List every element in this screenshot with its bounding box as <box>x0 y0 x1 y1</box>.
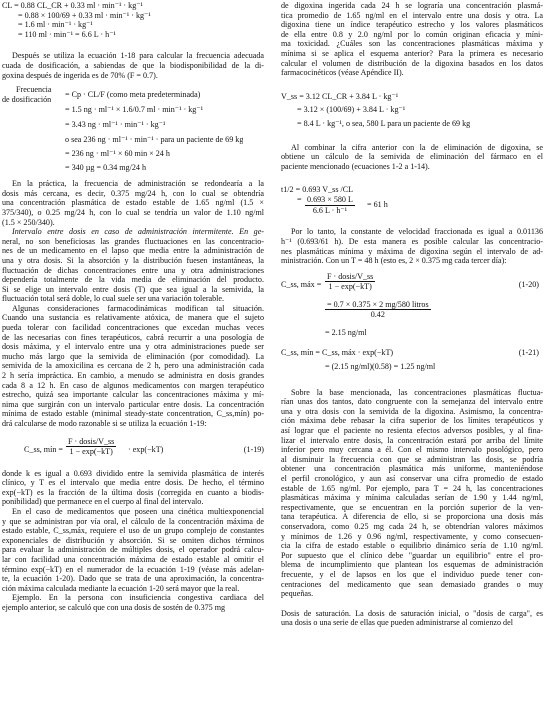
text-line: mínima si se aplica el esquema anterior? Para la primera es necesario <box>281 48 543 58</box>
paragraph <box>2 227 264 304</box>
equation-number: (1-20) <box>518 279 539 289</box>
text-line: ejemplo anterior, se calculó que con una dosis de sostén de 0.375 mg <box>2 602 226 612</box>
equation-1-20 <box>281 272 543 344</box>
paragraph <box>2 179 264 227</box>
text-line: exponenciales de distribución y absorción. Si se omiten dichos términos <box>2 535 264 545</box>
equation-line: C_ss, mín = C_ss, máx · exp(−kT) <box>281 347 394 357</box>
text-line: de las necesarias con fines terapéuticos, cabrá recurrir a una posología de <box>2 332 264 342</box>
equation-fraction <box>305 195 355 215</box>
text-line: dosis más cercana, es decir, 0.375 mg/24 h, con lo cual se obtendría <box>2 188 264 198</box>
text-line: donde k es igual a 0.693 dividido entre la semivida plasmática de interés <box>2 468 264 478</box>
text-line: centraciones del medicamento que sean demasiado grandes o muy <box>281 579 543 589</box>
equation-line: V_ss = 3.12 CL_CR + 3.84 L · kg⁻¹ <box>281 91 399 101</box>
text-line: de digoxina ingerida cada 24 h se lograría una concentración plasmá- <box>281 1 543 10</box>
text-line: ponibilidad) que permanece en el cuerpo al final del intervalo. <box>2 497 204 507</box>
equation-lhs: C_ss, mín = <box>24 444 63 454</box>
text-line: rían unas dos tantos, dato congruente con la semejanza del intervalo entre <box>281 397 543 407</box>
text-line: frecuente, y el de lapsos en los que el individuo puede tener con- <box>281 569 543 579</box>
text-line: conservadora, como 0.25 mg cada 24 h, se obtendrían valores máximos <box>281 522 543 531</box>
equation-fraction <box>325 272 375 292</box>
text-line: fluctuación total será doble, lo cual suele ser una variación tolerable. <box>2 294 225 304</box>
equation-line: = 3.12 × (100/69) + 3.84 L · kg⁻¹ <box>297 105 406 115</box>
equation-line: CL = 0.88 CL_CR + 0.33 ml · min⁻¹ · kg⁻¹ <box>2 1 143 10</box>
text-line: para evaluar la administración de múltiples dosis, el operador podrá calcu- <box>2 545 264 555</box>
text-line: obtiene un cálculo de la semivida de eliminación del fármaco en el <box>281 152 543 162</box>
text-line: 375/340), o 0.25 mg/24 h, con lo cual se tendría un valor de 1.10 ng/ml <box>2 207 264 217</box>
equation-number: (1-21) <box>518 347 539 357</box>
text-line: dosis máxima, y el intervalo entre una y otra administraciones puede ser <box>2 342 264 352</box>
text-line: el perfil cronológico, y aun así conservar una cifra promedio de estado <box>281 474 543 484</box>
equation-line: = 110 ml · min⁻¹ = 6.6 L · h⁻¹ <box>18 29 116 39</box>
text-line: (1.5 × 250/340). <box>2 217 55 227</box>
text-line: calcular el volumen de distribución de la digoxina basados en los datos <box>281 58 543 68</box>
text-line: Sobre la base mencionada, las concentraciones plasmáticas fluctua- <box>291 387 543 397</box>
text-line: nes plasmáticas mínima y máxima de digoxina según el intervalo de ad- <box>281 246 543 256</box>
text-line: estable de 1.65 ng/ml. Por ejemplo, para T = 24 h, las concentraciones <box>281 483 543 493</box>
text-line: clínico, y T es el intervalo que media entre dosis. De hecho, el término <box>2 478 264 488</box>
equation-line: = 1.6 ml · min⁻¹ · kg⁻¹ <box>18 20 93 30</box>
equation-label: de dosificación <box>2 95 52 105</box>
text-line: paciente mencionado (ecuaciones 1-2 a 1-14). <box>281 161 430 171</box>
text-line: estrecho, quizá sea importante calcular las concentraciones máxima y mí- <box>2 390 264 400</box>
paragraph <box>2 469 264 507</box>
vss-equation-block <box>281 92 543 129</box>
text-line: así lograr que el paciente no resienta efectos adversos posibles, y al fina- <box>281 426 543 436</box>
text-line: ma toxicidad. ¿Cuáles son las concentraciones plasmáticas máxima y <box>281 39 543 49</box>
equation-line: = 8.4 L · kg⁻¹, o sea, 580 L para un paciente de 69 kg <box>297 118 471 128</box>
text-line: dependería totalmente de la vida media de eliminación del producto. <box>2 275 264 285</box>
text-line: y mínimos de 1.26 y 0.96 ng/ml, respectivamente, y como consecuen- <box>281 531 543 541</box>
paragraph <box>281 388 543 599</box>
text-line: una dosis o una serie de ellas que pueden administrarse al comienzo del <box>281 618 513 628</box>
equation-label: Frecuencia <box>16 85 52 95</box>
text-line: te, la ecuación 1-20). Dado que se trata de una aproximación, la concentra- <box>2 574 264 584</box>
text-line: neral, no son beneficiosas las grandes fluctuaciones en las concentracio- <box>2 236 264 246</box>
equals-sign: = <box>297 195 302 205</box>
fraction-denominator: 1 − exp(−kT) <box>328 282 372 292</box>
fraction-numerator: 0.693 × 580 L <box>307 195 353 205</box>
equation-lhs: C_ss, máx = <box>281 279 322 289</box>
text-line: tana terapéutica. A diferencia de ello, si se proporciona una dosis más <box>281 512 543 522</box>
text-line: una concentración plasmática de estado estable de 1.65 ng/ml (1.5 × <box>2 198 264 208</box>
text-line: una y otra dosis con la semivida de la digoxina. Asimismo, la concentra- <box>281 406 543 416</box>
text-line: término exp(−kT) en el numerador de la ecuación 1-19 (véase más adelan- <box>2 564 264 574</box>
text-line: obtener una concentración plasmática más uniforme, manteniéndose <box>281 464 543 474</box>
right-column <box>281 0 543 628</box>
text-line: tica promedio de 1.65 ng/ml en el intervalo entre una dosis y otra. La <box>281 10 543 20</box>
text-line: Ejemplo. En la persona con insuficiencia congestiva cardiaca del <box>12 593 264 603</box>
text-line: nima que surgirán con un intervalo particular entre dosis. La concentración <box>2 399 264 409</box>
text-line: pueda tolerar con facilidad concentraciones que excedan muchas veces <box>2 323 264 333</box>
text-line: cada 8 a 12 h. En caso de algunos medicamentos con margen terapéutico <box>2 380 264 390</box>
left-column <box>2 0 264 613</box>
text-line: Al combinar la cifra anterior con la de eliminación de digoxina, se <box>291 142 543 152</box>
text-line: estado estable, C_ss,máx, requiere el uso de un grupo complejo de constantes <box>2 526 264 536</box>
equation-fraction <box>66 437 116 457</box>
text-line: semivida de la amoxicilina es cercana de 2 h, pero una administración cada <box>2 361 264 371</box>
text-line: respectivamente, que se encuentran en la porción superior de la ven- <box>281 502 543 512</box>
text-line: Intervalo entre dosis en caso de administración intermitente. En ge- <box>12 227 264 237</box>
equation-line: = 340 µg = 0.34 mg/24 h <box>65 163 147 173</box>
dosing-rate-equation-block <box>2 85 264 175</box>
text-line: digoxina tiene un índice terapéutico estrecho y los valores plasmáticos <box>281 20 543 30</box>
text-line: lizar el intervalo entre dosis, la concentración estará por arriba del límite <box>281 435 543 445</box>
paragraph <box>281 1 543 78</box>
text-line: farmacocinéticos (véase Apéndice II). <box>281 68 404 78</box>
text-line: mucho más largo que la semivida de eliminación (por comodidad). La <box>2 351 264 361</box>
text-line: 2 h sería impráctica. En cambio, a menudo se administra en dosis grandes <box>2 371 264 381</box>
equation-line: t1/2 = 0.693 V_ss /CL <box>281 185 354 195</box>
fraction-numerator: F · dosis/V_ss <box>68 436 115 446</box>
paragraph <box>281 227 543 265</box>
text-line: ministración. Con un T = 48 h (esto es, 2 × 0.375 mg cada tercer día): <box>281 256 507 266</box>
text-line: ción máxima debe rebasar la cifra superior de los límites terapéuticos y <box>281 416 543 426</box>
equation-line: = Cp · CL/F (como meta predeterminada) <box>65 90 201 100</box>
text-line: Algunas consideraciones farmacodinámicas modifican tal situación. <box>12 303 264 313</box>
text-line: pequeñas. <box>281 589 314 599</box>
fraction-numerator: = 0.7 × 0.375 × 2 mg/580 litros <box>327 299 429 309</box>
paragraph <box>281 609 543 628</box>
text-line: exp(−kT) es la fracción de la última dosis (corregida en cuanto a biodis- <box>2 487 264 497</box>
text-line: Por supuesto que el clínico debe "guardar un equilibrio" entre el pro- <box>281 550 543 560</box>
paragraph <box>2 507 264 593</box>
cl-equation-block <box>2 1 264 39</box>
paragraph <box>281 143 543 172</box>
fraction-denominator: 6.6 L · h⁻¹ <box>312 205 348 215</box>
text-line: Dosis de saturación. La dosis de saturación inicial, o "dosis de carga", es <box>281 608 543 618</box>
text-line: Cuando una sustancia es relativamente atóxica, de manera que el sujeto <box>2 313 264 323</box>
paragraph <box>2 51 264 80</box>
text-line: lar con facilidad una concentración máxima de estado estable al omitir el <box>2 554 264 564</box>
equation-line: = 0.88 × 100/69 + 0.33 ml · min⁻¹ · kg⁻¹ <box>18 10 151 20</box>
equation-fraction <box>325 300 431 320</box>
text-line: Por lo tanto, la constante de velocidad fraccionada es igual a 0.01136 <box>291 227 543 237</box>
text-line: goxina después de ingerida es de 70% (F = 0.7). <box>2 70 158 80</box>
text-line: ción máxima calculada mediante la ecuación 1-20 será mayor que la real. <box>2 583 240 593</box>
paragraph <box>2 593 264 612</box>
text-line: al disminuir la frecuencia con que se administran las dosis, se podría <box>281 454 543 464</box>
equation-result: = 2.15 ng/ml <box>325 327 367 337</box>
half-life-equation <box>281 185 543 217</box>
text-line: drá calcularse de modo razonable si se utiliza la ecuación 1-19: <box>2 419 207 428</box>
text-line: y que se administran por vía oral, el cálculo de la concentración máxima de <box>2 516 264 526</box>
text-line: de ella entre 0.8 y 2.0 ng/ml por lo común originan eficacia y míni- <box>281 29 543 39</box>
equation-line: o sea 236 ng · ml⁻¹ · min⁻¹ · para un paciente de 69 kg <box>65 135 244 145</box>
text-line: Después se utiliza la ecuación 1-18 para calcular la frecuencia adecuada <box>12 51 264 61</box>
text-line: una y otra dosis. Si la absorción y la distribución fuesen instantáneas, la <box>2 255 264 265</box>
fraction-denominator: 0.42 <box>370 310 385 320</box>
text-line: En la práctica, la frecuencia de administración se redondearía a la <box>12 179 264 189</box>
equation-tail: · exp(−kT) <box>128 444 164 454</box>
fraction-denominator: 1 − exp(−kT) <box>69 447 113 457</box>
text-line: cia la cifra de estado estable o equilibrio dinámico sería de 1.10 ng/ml. <box>281 541 543 551</box>
text-line: h⁻¹ (0.693/61 h). De esta manera es posible calcular las concentracio- <box>281 236 543 246</box>
equation-result: = 61 h <box>367 200 388 210</box>
equation-number: (1-19) <box>243 444 264 454</box>
equation-1-19 <box>2 437 264 463</box>
text-line: mínima de estado estable (minimal steady-state concentration, C_ss,mín) po- <box>2 409 264 419</box>
text-line: inferior pero muy cercana a él. Con el mismo intervalo posológico, pero <box>281 445 543 455</box>
equation-line: = 3.43 ng · ml⁻¹ · min⁻¹ · kg⁻¹ <box>65 120 166 130</box>
equation-1-21 <box>281 344 543 374</box>
equation-line: = 1.5 ng · ml⁻¹ × 1.6/0.7 ml · min⁻¹ · kg⁻¹ <box>65 105 204 115</box>
fraction-numerator: F · dosis/V_ss <box>327 271 374 281</box>
paragraph <box>2 304 264 429</box>
text-line: nes de un medicamento en el lapso que media entre la administración de <box>2 246 264 256</box>
text-line: Si se elige un intervalo entre dosis (T) que sea igual a la semivida, la <box>2 284 264 294</box>
text-line: blema de incumplimiento que plantean los esquemas de administración <box>281 560 543 570</box>
text-line: cuada de dosificación, a sabiendas de que la biodisponibilidad de la di- <box>2 60 264 70</box>
text-line: fluctuación de dichas concentraciones entre una y otra administraciones <box>2 265 264 275</box>
equation-result: = (2.15 ng/ml)(0.58) = 1.25 ng/ml <box>325 361 436 371</box>
text-line: En el caso de medicamentos que poseen una cinética multiexponencial <box>12 506 264 516</box>
text-line: plasmáticas máxima y mínima calculadas serían de 1.90 y 1.44 ng/ml, <box>281 493 543 503</box>
equation-line: = 236 ng · ml⁻¹ × 60 min × 24 h <box>65 149 170 159</box>
